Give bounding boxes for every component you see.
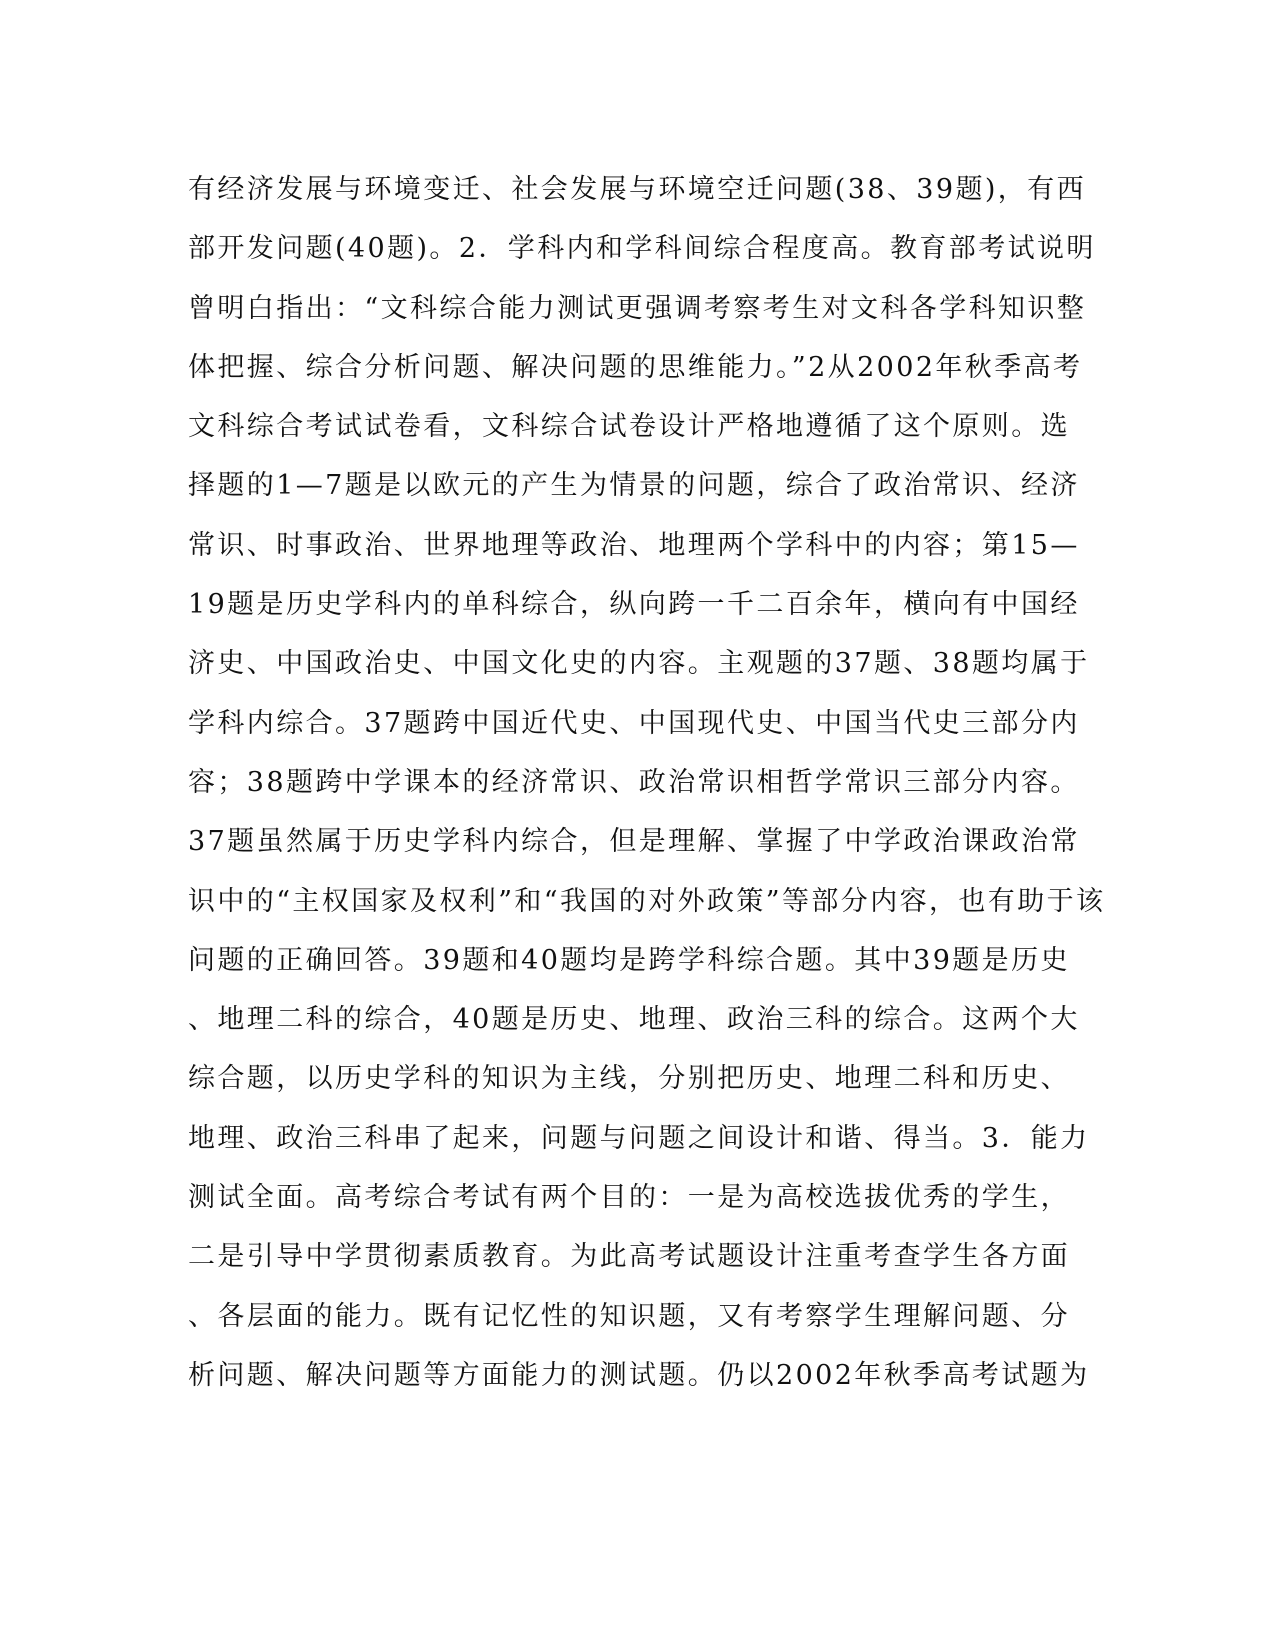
body-text	[188, 160, 1106, 1405]
text-line: 识中的“主权国家及权利”和“我国的对外政策”等部分内容，也有助于该	[188, 885, 1106, 917]
text-line: 析问题、解决问题等方面能力的测试题。仍以2002年秋季高考试题为	[188, 1359, 1090, 1391]
text-line: 37题虽然属于历史学科内综合，但是理解、掌握了中学政治课政治常	[188, 826, 1080, 858]
text-line: 容；38题跨中学课本的经济常识、政治常识相哲学常识三部分内容。	[188, 766, 1080, 798]
text-line: 、各层面的能力。既有记忆性的知识题，又有考察学生理解问题、分	[188, 1300, 1070, 1332]
text-line: 文科综合考试试卷看，文科综合试卷设计严格地遵循了这个原则。选	[188, 411, 1070, 443]
text-line: 学科内综合。37题跨中国近代史、中国现代史、中国当代史三部分内	[188, 707, 1080, 739]
text-line: 19题是历史学科内的单科综合，纵向跨一千二百余年，横向有中国经	[188, 589, 1080, 621]
text-line: 测试全面。高考综合考试有两个目的：一是为高校选拔优秀的学生，	[188, 1182, 1070, 1214]
text-line: 、地理二科的综合，40题是历史、地理、政治三科的综合。这两个大	[188, 1004, 1080, 1036]
text-line: 二是引导中学贯彻素质教育。为此高考试题设计注重考查学生各方面	[188, 1241, 1070, 1273]
text-line: 体把握、综合分析问题、解决问题的思维能力。”2从2002年秋季高考	[188, 351, 1083, 383]
text-line: 济史、中国政治史、中国文化史的内容。主观题的37题、38题均属于	[188, 648, 1090, 680]
text-line: 曾明白指出：“文科综合能力测试更强调考察考生对文科各学科知识整	[188, 292, 1087, 324]
text-line: 部开发问题(40题)。2．学科内和学科间综合程度高。教育部考试说明	[188, 233, 1096, 265]
text-line: 地理、政治三科串了起来，问题与问题之间设计和谐、得当。3．能力	[188, 1122, 1090, 1154]
text-line: 常识、时事政治、世界地理等政治、地理两个学科中的内容；第15—	[188, 529, 1080, 561]
text-line: 有经济发展与环境变迁、社会发展与环境空迁问题(38、39题)，有西	[188, 174, 1086, 205]
text-line: 综合题，以历史学科的知识为主线，分别把历史、地理二科和历史、	[188, 1063, 1070, 1095]
text-line: 择题的1—7题是以欧元的产生为情景的问题，综合了政治常识、经济	[188, 470, 1080, 502]
text-line: 问题的正确回答。39题和40题均是跨学科综合题。其中39题是历史	[188, 944, 1070, 976]
